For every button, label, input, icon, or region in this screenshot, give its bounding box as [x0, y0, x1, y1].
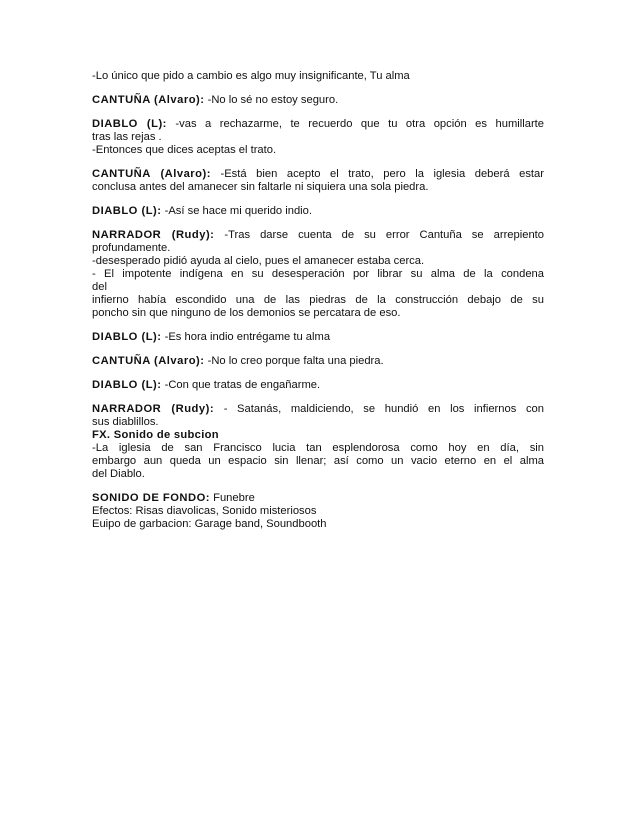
dialogue-text: profundamente.: [92, 242, 171, 254]
dialogue-text: -desesperado pidió ayuda al cielo, pues el amanecer estaba cerca.: [92, 255, 425, 267]
effects-note: Efectos: Risas diavolicas, Sonido misteriosos: [92, 505, 317, 517]
dialogue-text: -No lo sé no estoy seguro.: [204, 94, 339, 106]
speaker-label: DIABLO (L):: [92, 379, 162, 391]
dialogue-text: sus diablillos.: [92, 416, 159, 428]
script-page: [92, 70, 544, 531]
dialogue-text: -Está bien acepto el trato, pero la iglesia deberá estar: [210, 168, 544, 180]
dialogue-text: -Es hora indio entrégame tu alma: [161, 331, 331, 343]
dialogue-line: [92, 94, 544, 107]
sound-effect-cue: FX. Sonido de subcion: [92, 429, 219, 441]
dialogue-line: [92, 118, 544, 157]
speaker-label: NARRADOR (Rudy):: [92, 403, 215, 415]
speaker-label: CANTUÑA (Alvaro):: [92, 94, 205, 106]
speaker-label: DIABLO (L):: [92, 331, 162, 343]
dialogue-text: -Lo único que pido a cambio es algo muy insignificante, Tu alma: [92, 70, 410, 82]
dialogue-line: [92, 379, 544, 392]
dialogue-text: -vas a rechazarme, te recuerdo que tu otra opción es humillarte: [166, 118, 544, 130]
dialogue-text: - El impotente indígena en su desesperación por librar su alma de la condena: [92, 268, 544, 280]
equipment-note: Euipo de garbacion: Garage band, Soundbooth: [92, 518, 327, 530]
speaker-label: DIABLO (L):: [92, 205, 162, 217]
dialogue-text: - Satanás, maldiciendo, se hundió en los infiernos con: [214, 403, 544, 415]
dialogue-text: -Así se hace mi querido indio.: [161, 205, 313, 217]
narration-block: [92, 229, 544, 320]
dialogue-text: -Tras darse cuenta de su error Cantuña se arrepiento: [214, 229, 544, 241]
dialogue-text: del: [92, 281, 107, 293]
dialogue-text: -Con que tratas de engañarme.: [161, 379, 321, 391]
narration-block: [92, 403, 544, 481]
dialogue-line: [92, 70, 544, 83]
dialogue-text: conclusa antes del amanecer sin faltarle ni siquiera una sola piedra.: [92, 181, 429, 193]
dialogue-line: [92, 205, 544, 218]
dialogue-text: Funebre: [210, 492, 255, 504]
speaker-label: CANTUÑA (Alvaro):: [92, 168, 211, 180]
dialogue-line: [92, 168, 544, 194]
dialogue-text: poncho sin que ninguno de los demonios se percatara de eso.: [92, 307, 401, 319]
dialogue-text: del Diablo.: [92, 468, 145, 480]
dialogue-text: infierno había escondido una de las piedras de la construcción debajo de su: [92, 294, 544, 306]
speaker-label: SONIDO DE FONDO:: [92, 492, 211, 504]
dialogue-text: -Entonces que dices aceptas el trato.: [92, 144, 277, 156]
speaker-label: DIABLO (L):: [92, 118, 167, 130]
dialogue-text: embargo aun queda un espacio sin llenar; así como un vacio eterno en el alma: [92, 455, 544, 467]
dialogue-text: -No lo creo porque falta una piedra.: [204, 355, 384, 367]
dialogue-text: tras las rejas .: [92, 131, 162, 143]
dialogue-line: [92, 355, 544, 368]
speaker-label: CANTUÑA (Alvaro):: [92, 355, 205, 367]
dialogue-text: -La iglesia de san Francisco lucia tan esplendorosa como hoy en día, sin: [92, 442, 544, 454]
dialogue-line: [92, 331, 544, 344]
production-notes: [92, 492, 544, 531]
speaker-label: NARRADOR (Rudy):: [92, 229, 215, 241]
